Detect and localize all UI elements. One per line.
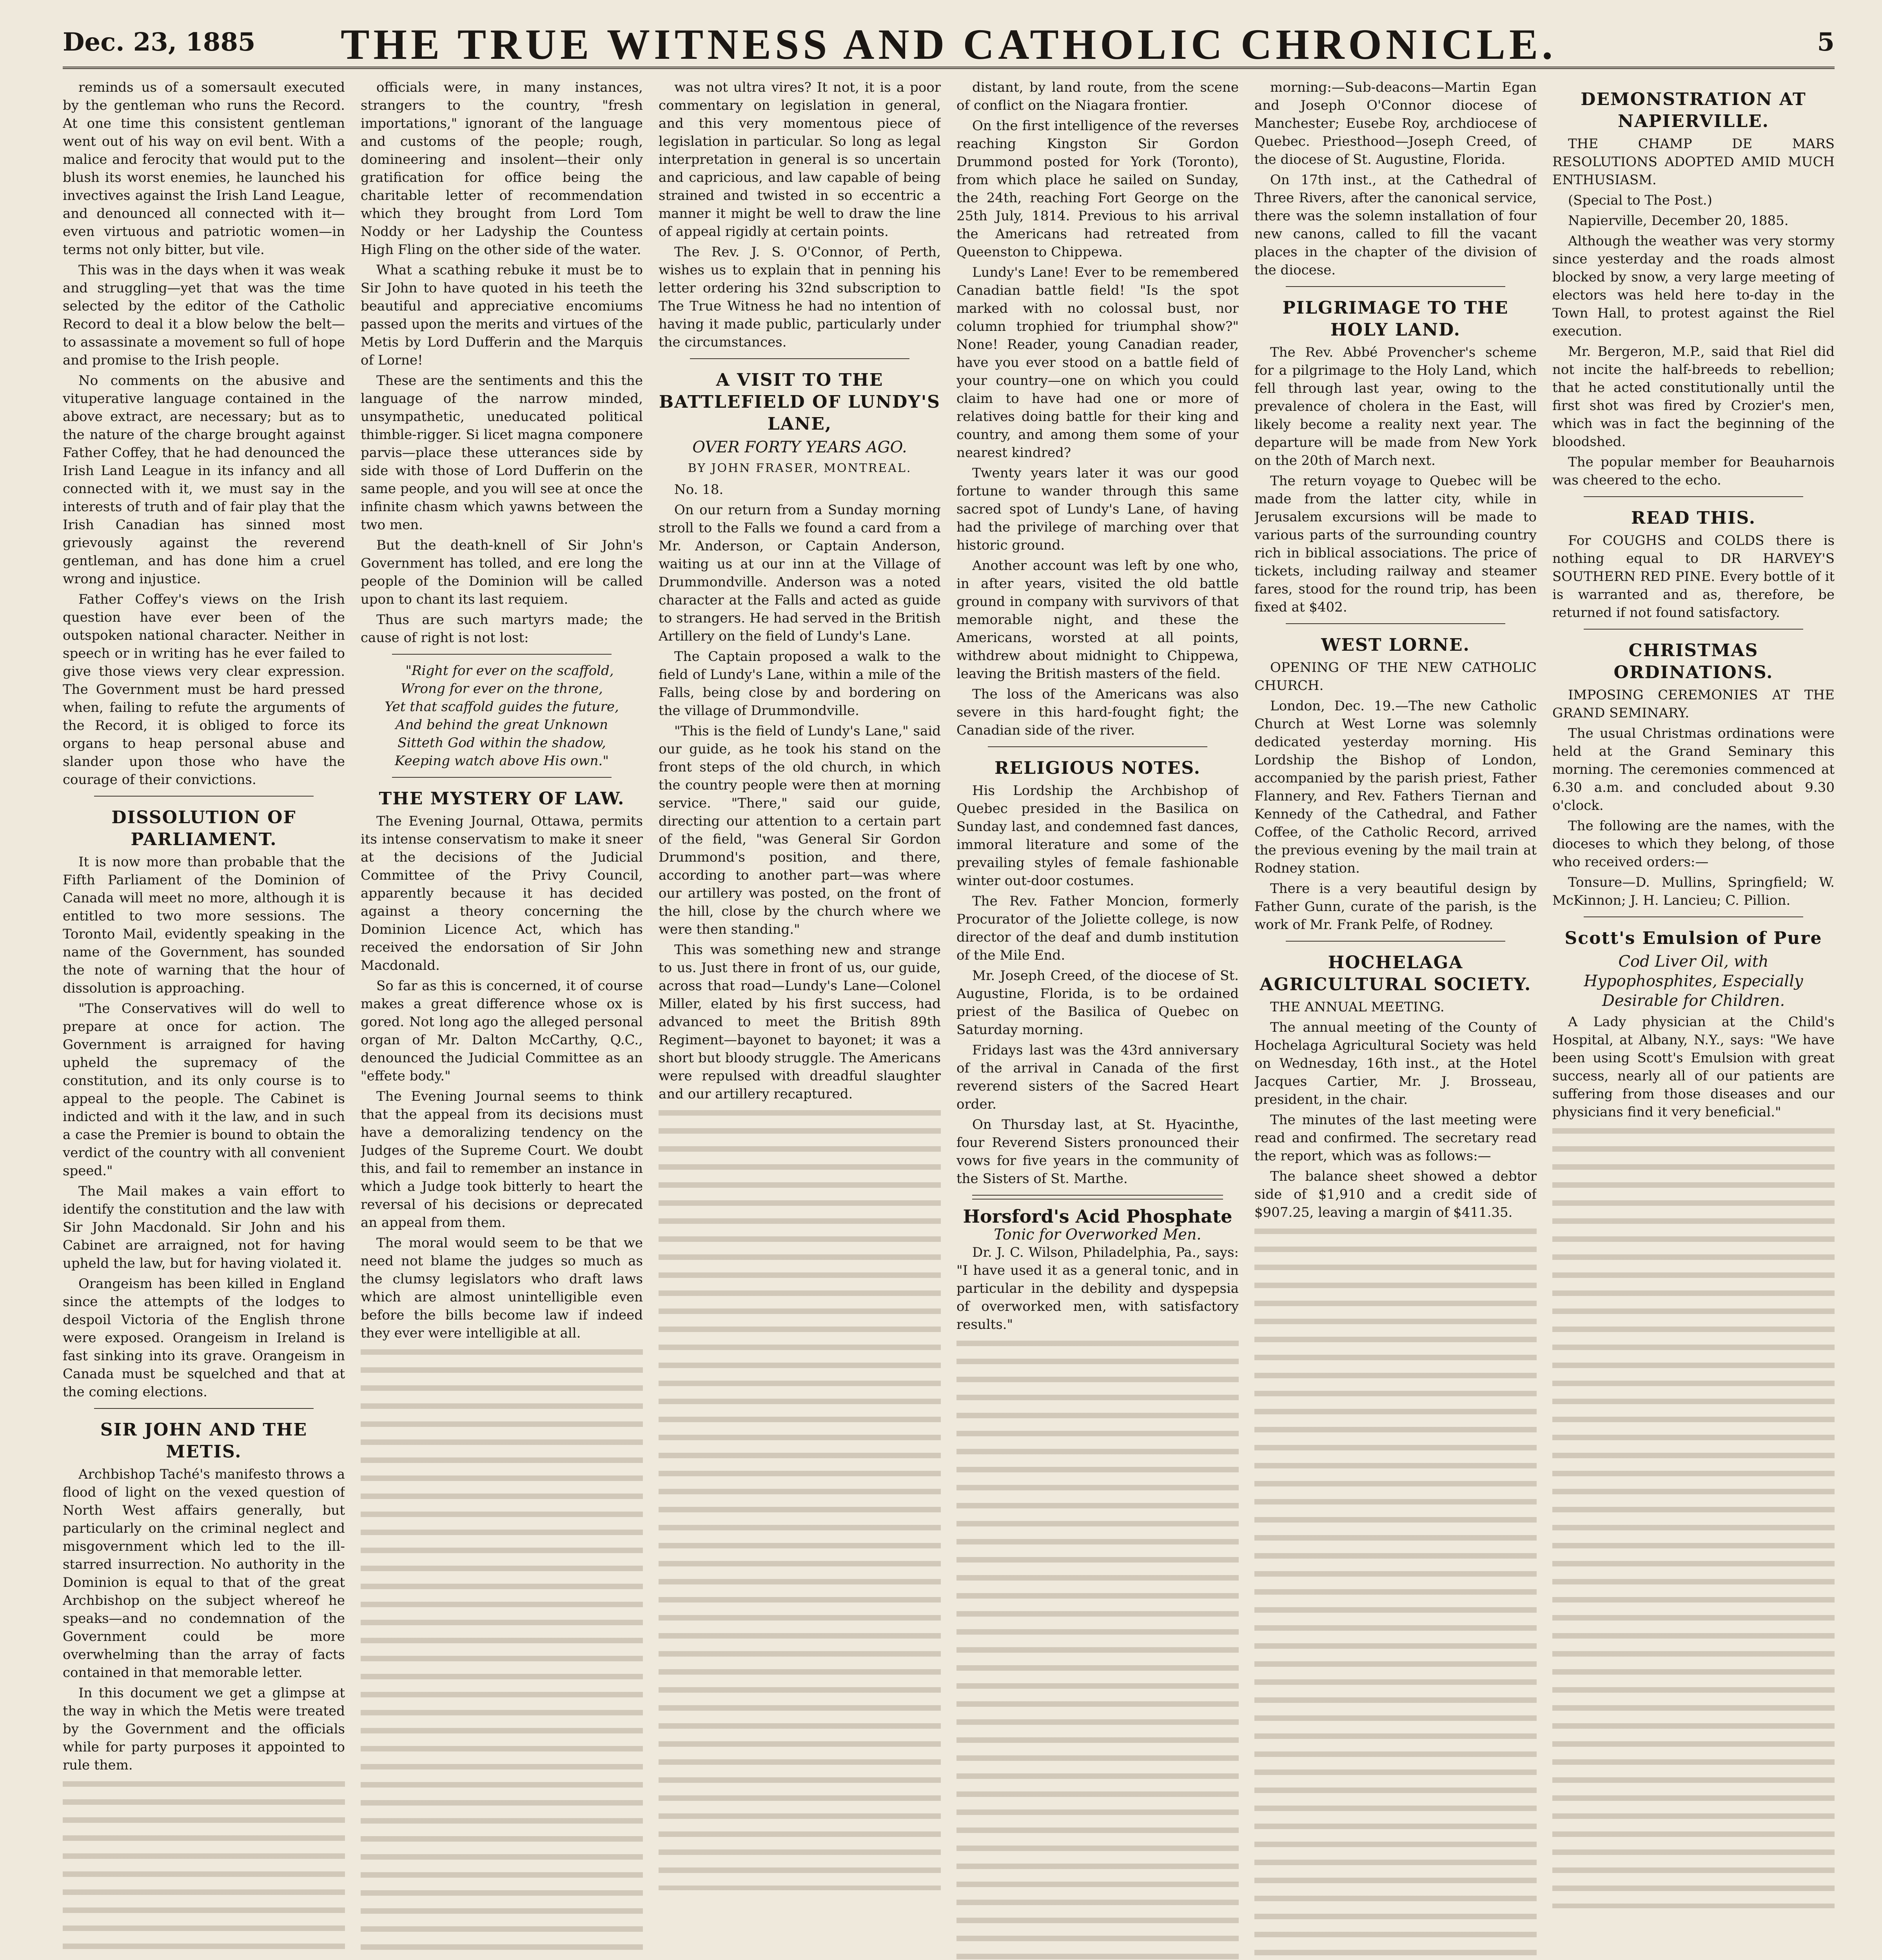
column-4 — [956, 78, 1239, 1960]
continued-text-lines — [361, 1345, 643, 1960]
article-paragraph: The annual meeting of the County of Hochelaga Agricultural Society was held on Wednesday, 16th inst., at the Hotel Jacques Cartier, Mr. J. Brosseau, president, in the chair. — [1254, 1020, 1537, 1107]
section-divider — [690, 358, 909, 359]
continued-text-lines — [63, 1777, 345, 1960]
article-paragraph: Another account was left by one who, in after years, visited the old battle ground in company with survivors of that memorable night, and these the Americans, worsted at all points, withdrew about midnight to Chippewa, leaving the British masters of the field. — [956, 558, 1239, 682]
article-paragraph: Twenty years later it was our good fortune to wander through this same sacred spot of Lundy's Lane, of having had the privilege of marching over that historic ground. — [956, 465, 1239, 553]
article-paragraph: (Special to The Post.) — [1568, 192, 1712, 208]
article-paragraph: The popular member for Beauharnois was cheered to the echo. — [1552, 454, 1835, 488]
article-paragraph: Orangeism has been killed in England since the attempts of the lodges to despoil Victoria of the English throne were exposed. Orangeism in Ireland is fast sinking into its grave. Orangeism in Canada must be squelched and that at the coming elections. — [63, 1276, 345, 1400]
article-paragraph: These are the sentiments and this the language of the narrow minded, unsympathetic, uneducated political thimble-rigger. Si licet magna componere parvis—place these utterances side by side with those of Lord Dufferin on the same people, and you will see at once the infinite chasm which yawns between the two men. — [361, 373, 643, 533]
article-paragraph: Fridays last was the 43rd anniversary of the arrival in Canada of the first reverend sisters of the Sacred Heart order. — [956, 1042, 1239, 1112]
article-paragraph: The Rev. Abbé Provencher's scheme for a pilgrimage to the Holy Land, which fell through last year, owing to the prevalence of cholera in the East, will likely become a reality next year. The departure will be made from New York on the 20th of March next. — [1254, 345, 1537, 468]
article-heading: Scott's Emulsion of Pure — [1564, 928, 1822, 948]
article-paragraph: Thus are such martyrs made; the cause of right is not lost: — [361, 612, 643, 646]
section-divider — [1584, 916, 1803, 917]
article-heading: DISSOLUTION OF PARLIAMENT. — [111, 808, 296, 849]
article-paragraph: This was in the days when it was weak and struggling—yet that was the time selected by the editor of the Catholic Record to deal it a blow below the belt—to assassinate a movement so full of hope and promise to the Irish people. — [63, 262, 345, 368]
section-divider — [1286, 286, 1505, 287]
article-paragraph: The moral would seem to be that we need not blame the judges so much as the clumsy legislators who draft laws which are almost unintelligible even before the bills become law if indeed they ever were intelligible at all. — [361, 1235, 643, 1341]
article-heading: CHRISTMAS ORDINATIONS. — [1613, 641, 1773, 682]
article-paragraph: was not ultra vires? It not, it is a poor commentary on legislation in general, and this very momentous piece of legislation in particular. So long as legal interpretation in general is so uncertain and capricious, and law capable of being strained and twisted in so eccentric a manner it might be well to draw the line of appeal rigidly at certain points. — [659, 80, 941, 240]
article-paragraph: Father Coffey's views on the Irish question have ever been of the outspoken national character. Neither in speech or in writing has he ever failed to give those views very clear expression. The Government must be hard pressed when, failing to refute the arguments of the Record, it is obliged to force its organs to heap personal abuse and slander upon those who have the courage of their convictions. — [63, 592, 345, 788]
article-paragraph: The Evening Journal, Ottawa, permits its intense conservatism to make it sneer at the decisions of the Judicial Committee of the Privy Council, apparently because it has decided against a theory concerning the Dominion Licence Act, which has received the endorsation of Sir John Macdonald. — [361, 813, 643, 973]
article-paragraph: The Mail makes a vain effort to identify the constitution and the law with Sir John Macdonald. Sir John and his Cabinet are arraigned, not for having upheld the law, but for having violated it. — [63, 1183, 345, 1271]
article-subheading: Cod Liver Oil, with Hypophosphites, Especially Desirable for Children. — [1584, 953, 1803, 1010]
article-paragraph: Mr. Joseph Creed, of the diocese of St. Augustine, Florida, is to be ordained priest of the Basilica of Quebec on Saturday morning. — [956, 968, 1239, 1038]
continued-text-lines — [1552, 1124, 1835, 1908]
article-paragraph: The Captain proposed a walk to the field of Lundy's Lane, within a mile of the Falls, being close by and bordering on the village of Drummondville. — [659, 649, 941, 719]
section-divider — [988, 746, 1207, 747]
article-paragraph: For COUGHS and COLDS there is nothing equal to DR HARVEY'S SOUTHERN RED PINE. Every bottle of it is warranted and as, therefore, be returned if not found satisfactory. — [1552, 533, 1835, 621]
newspaper-title: THE TRUE WITNESS AND CATHOLIC CHRONICLE. — [341, 20, 1557, 68]
article-paragraph: The Evening Journal seems to think that the appeal from its decisions must have a demoralizing tendency on the Judges of the Supreme Court. We doubt this, and fail to remember an instance in which a Judge took bitterly to heart the reversal of his decisions or deprecated an appeal from them. — [361, 1089, 643, 1230]
article-paragraph: This was something new and strange to us. Just there in front of us, our guide, across that road—Lundy's Lane—Colonel Miller, elated by his first success, had advanced to meet the British 89th Regiment—bayonet to bayonet; it was a short but bloody struggle. The Americans were repulsed with dreadful slaughter and our artillery recaptured. — [659, 942, 941, 1102]
article-paragraph: THE ANNUAL MEETING. — [1270, 999, 1445, 1015]
article-paragraph: On our return from a Sunday morning stroll to the Falls we found a card from a Mr. Anderson, or Captain Anderson, waiting us at our inn at the Village of Drummondville. Anderson was a noted character at the Falls and acted as guide to strangers. He had served in the British Artillery on the field of Lundy's Lane. — [659, 502, 941, 644]
continued-text-lines — [956, 1337, 1239, 1960]
article-paragraph: The balance sheet showed a debtor side of $1,910 and a credit side of $907.25, leaving a margin of $411.35. — [1254, 1169, 1537, 1220]
section-divider — [1286, 623, 1505, 624]
section-divider — [392, 654, 612, 655]
article-paragraph: The following are the names, with the dioceses to which they belong, of those who received orders:— — [1552, 818, 1835, 870]
article-paragraph: A Lady physician at the Child's Hospital, at Albany, N.Y., says: "We have been using Scott's Emulsion with great success, nearly all of our patients are suffering from those diseases and our physicians find it very beneficial." — [1552, 1014, 1835, 1120]
section-divider — [94, 1408, 314, 1409]
article-paragraph: Napierville, December 20, 1885. — [1568, 213, 1789, 229]
article-paragraph: Although the weather was very stormy since yesterday and the roads almost blocked by snow, a very large meeting of electors was held here to-day in the Town Hall, to protest against the Riel execution. — [1552, 233, 1835, 339]
column-2 — [361, 78, 643, 1960]
section-divider — [1584, 629, 1803, 630]
article-paragraph: IMPOSING CEREMONIES AT THE GRAND SEMINARY. — [1552, 687, 1835, 721]
article-subheading: OVER FORTY YEARS AGO. — [692, 438, 907, 456]
article-heading: WEST LORNE. — [1321, 635, 1470, 655]
article-paragraph: The return voyage to Quebec will be made from the latter city, while in Jerusalem excursions will be made to various parts of the surrounding country rich in biblical associations. The price of tickets, including railway and steamer fares, stood for the round trip, has been fixed at $402. — [1254, 473, 1537, 615]
article-paragraph: "The Conservatives will do well to prepare at once for action. The Government is arraigned for having upheld the supremacy of the constitution, and its only course is to appeal to the people. The Cabinet is indicted and with it the law, and in such a case the Premier is bound to obtain the verdict of the country with all convenient speed." — [63, 1001, 345, 1179]
article-paragraph: On Thursday last, at St. Hyacinthe, four Reverend Sisters pronounced their vows for five years in the community of the Sisters of St. Marthe. — [956, 1117, 1239, 1187]
article-paragraph: It is now more than probable that the Fifth Parliament of the Dominion of Canada will meet no more, although it is entitled to two more sessions. The Toronto Mail, evidently speaking in the name of the Government, has sounded the note of warning that the hour of dissolution is approaching. — [63, 854, 345, 996]
page-number: 5 — [1817, 27, 1835, 57]
article-paragraph: On the first intelligence of the reverses reaching Kingston Sir Gordon Drummond posted for York (Toronto), from which place he sailed on Sunday, the 24th, reaching Fort George on the 25th July, 1814. Previous to his arrival the Americans had retreated from Queenston to Chippewa. — [956, 118, 1239, 260]
article-paragraph: But the death-knell of Sir John's Government has tolled, and ere long the people of the Dominion will be called upon to chant its last requiem. — [361, 537, 643, 607]
section-divider — [1584, 496, 1803, 497]
article-heading: SIR JOHN AND THE METIS. — [100, 1420, 308, 1462]
section-divider — [94, 796, 314, 797]
section-divider — [392, 777, 612, 778]
article-heading: HOCHELAGA AGRICULTURAL SOCIETY. — [1260, 953, 1532, 995]
article-paragraph: No comments on the abusive and vituperative language contained in the above extract, are necessary; but as to the nature of the charge brought against Father Coffey, that he had denounced the Irish Land League in its infancy and all connected with it, we must say in the interests of truth and of fair play that the Irish Canadian has sinned most grievously against the reverend gentleman, and has done him a cruel wrong and injustice. — [63, 373, 345, 587]
column-5 — [1254, 78, 1537, 1960]
article-heading: READ THIS. — [1631, 508, 1756, 528]
article-paragraph: The Rev. J. S. O'Connor, of Perth, wishes us to explain that in penning his letter ordering his 32nd subscription to The True Witness he had no intention of having it made public, particularly under the circumstances. — [659, 244, 941, 350]
article-paragraph: Tonsure—D. Mullins, Springfield; W. McKinnon; J. H. Lancieu; C. Pillion. — [1552, 875, 1835, 908]
continued-text-lines — [1254, 1225, 1537, 1960]
article-paragraph: His Lordship the Archbishop of Quebec presided in the Basilica on Sunday last, and condemned fast dances, immoral literature and some of the prevailing styles of female fashionable winter out-door costumes. — [956, 783, 1239, 889]
article-paragraph: distant, by land route, from the scene of conflict on the Niagara frontier. — [956, 80, 1239, 113]
article-paragraph: morning:—Sub-deacons—Martin Egan and Joseph O'Connor diocese of Manchester; Eusebe Roy, archdiocese of Quebec. Priesthood—Joseph Creed, of the diocese of St. Augustine, Florida. — [1254, 80, 1537, 167]
article-heading: RELIGIOUS NOTES. — [995, 758, 1201, 778]
article-paragraph: There is a very beautiful design by Father Gunn, curate of the parish, is the work of Mr. Frank Pelfe, of Rodney. — [1254, 881, 1537, 933]
issue-date: Dec. 23, 1885 — [63, 27, 256, 57]
article-paragraph: Lundy's Lane! Ever to be remembered Canadian battle field! "Is the spot marked with no colossal bust, nor column trophied for triumphal show?" None! Reader, young Canadian reader, have you ever stood on a battle field of your country—one on which you could claim to have had one or more of relatives doing battle for their king and country, and among them some of your nearest kindred? — [956, 265, 1239, 461]
ad-divider — [972, 1195, 1223, 1200]
article-paragraph: reminds us of a somersault executed by the gentleman who runs the Record. At one time this consistent gentleman went out of his way on evil bent. With a malice and ferocity that would put to the blush its worst enemies, he launched his invectives against the Irish Land League, and denounced all connected with it—even virtuous and patriotic women—in terms not only bitter, but vile. — [63, 80, 345, 258]
article-paragraph: The loss of the Americans was also severe in this hard-fought fight; the Canadian side of the river. — [956, 686, 1239, 738]
article-paragraph: The Rev. Father Moncion, formerly Procurator of the Joliette college, is now director of the deaf and dumb institution of the Mile End. — [956, 893, 1239, 963]
article-paragraph: In this document we get a glimpse at the way in which the Metis were treated by the Government and the officials while for party purposes it appointed to rule them. — [63, 1685, 345, 1773]
article-paragraph: Archbishop Taché's manifesto throws a flood of light on the vexed question of North West affairs generally, but particularly on the criminal neglect and misgovernment which led to the ill-starred insurrection. No authority in the Dominion is equal to that of the great Archbishop on the subject whereof he speaks—and no condemnation of the Government could be more overwhelming than the array of facts contained in that memorable letter. — [63, 1466, 345, 1681]
masthead — [63, 12, 1835, 69]
advertisement-text: Dr. J. C. Wilson, Philadelphia, Pa., says: "I have used it as a general tonic, and in particular in the debility and dyspepsia of overworked men, with satisfactory results." — [956, 1245, 1239, 1332]
article-heading: DEMONSTRATION AT NAPIERVILLE. — [1581, 89, 1806, 131]
article-paragraph: Mr. Bergeron, M.P., said that Riel did not incite the half-breeds to rebellion; that he acted constitutionally until the first shot was fired by Crozier's men, which was in fact the beginning of the bloodshed. — [1552, 344, 1835, 450]
article-heading: THE MYSTERY OF LAW. — [379, 789, 625, 809]
article-columns — [63, 78, 1835, 1960]
column-3 — [659, 78, 941, 1960]
article-paragraph: "This is the field of Lundy's Lane," said our guide, as he took his stand on the front steps of the old church, in which the country people were then at morning service. "There," said our guide, directing our attention to a certain part of the field, "was General Sir Gordon Drummond's position, and there, according to another part—was where our artillery was posted, on the front of the hill, close by the church where we were then standing." — [659, 723, 941, 937]
column-1 — [63, 78, 345, 1960]
article-paragraph: THE CHAMP DE MARS RESOLUTIONS ADOPTED AMID MUCH ENTHUSIASM. — [1552, 136, 1835, 188]
article-paragraph: On 17th inst., at the Cathedral of Three Rivers, after the canonical service, there was the solemn installation of four new canons, called to fill the vacant places in the chapter of the division of the diocese. — [1254, 172, 1537, 278]
article-heading: A VISIT TO THE BATTLEFIELD OF LUNDY'S LANE, — [659, 370, 940, 434]
advertisement-subheading: Tonic for Overworked Men. — [994, 1226, 1201, 1243]
column-6 — [1552, 78, 1835, 1960]
article-heading: PILGRIMAGE TO THE HOLY LAND. — [1282, 298, 1509, 340]
article-paragraph: The minutes of the last meeting were read and confirmed. The secretary read the report, which was as follows:— — [1254, 1112, 1537, 1164]
article-paragraph: officials were, in many instances, strangers to the country, "fresh importations," ignorant of the language and customs of the people; rough, domineering and insolent—their only gratification for office being the charitable letter of recommendation which they brought from Lord Tom Noddy or her Ladyship the Countess High Fling on the other side of the water. — [361, 80, 643, 258]
article-paragraph: OPENING OF THE NEW CATHOLIC CHURCH. — [1254, 660, 1537, 693]
section-divider — [1286, 941, 1505, 942]
continued-text-lines — [659, 1106, 941, 1890]
article-paragraph: So far as this is concerned, it of course makes a great difference whose ox is gored. Not long ago the alleged personal organ of Mr. Dalton McCarthy, Q.C., denounced the Judicial Committee as an "effete body." — [361, 978, 643, 1084]
article-byline: BY JOHN FRASER, MONTREAL. — [688, 461, 912, 475]
article-paragraph: London, Dec. 19.—The new Catholic Church at West Lorne was solemnly dedicated yesterday morning. His Lordship the Bishop of London, accompanied by the parish priest, Father Flannery, and Rev. Fathers Tiernan and Kennedy of the Cathedral, and Father Coffee, of the Catholic Record, arrived the previous evening by the mail train at Rodney station. — [1254, 698, 1537, 876]
poem-verse: "Right for ever on the scaffold, Wrong for ever on the throne, Yet that scaffold guides the future, And behind the great Unknown Sitteth God within the shadow, Keeping watch above His own." — [385, 663, 619, 769]
advertisement-heading: Horsford's Acid Phosphate — [963, 1206, 1232, 1227]
article-paragraph: No. 18. — [674, 482, 724, 497]
article-paragraph: What a scathing rebuke it must be to Sir John to have quoted in his teeth the beautiful and appreciative encomiums passed upon the merits and virtues of the Metis by Lord Dufferin and the Marquis of Lorne! — [361, 262, 643, 368]
article-paragraph: The usual Christmas ordinations were held at the Grand Seminary this morning. The ceremonies commenced at 6.30 a.m. and concluded about 9.30 o'clock. — [1552, 726, 1835, 813]
